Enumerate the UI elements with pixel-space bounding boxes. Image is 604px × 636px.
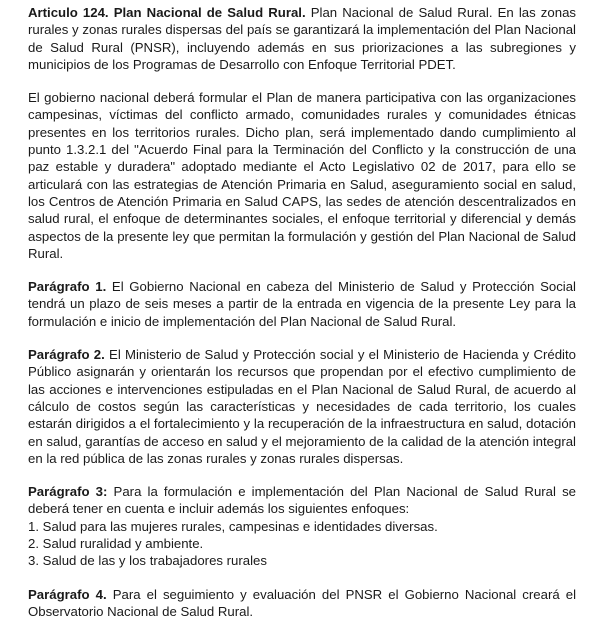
paragrafo-4-heading: Parágrafo 4. xyxy=(28,586,107,602)
paragrafo-4-text: Para el seguimiento y evaluación del PNSR el Gobierno Nacional creará el Observatorio Nacional de Salud Rural. xyxy=(28,586,576,619)
paragrafo-2-text: El Ministerio de Salud y Protección social y el Ministerio de Hacienda y Crédito Público asignarán y orientarán los recursos que propendan por el efectivo cumplimiento de las acciones e intervenciones estipuladas en el Plan Nacional de Salud Rural, de acuerdo al cálculo de costos según las características y necesidades de cada territorio, los cuales estarán dirigidos a el fortalecimiento y la recuperación de la infraestructura en salud, dotación en salud, garantías de acceso en salud y el mejoramiento de la calidad de la atención integral en la red pública de las zonas rurales y zonas rurales dispersas. xyxy=(28,347,576,466)
list-item: 3. Salud de las y los trabajadores rurales xyxy=(28,553,267,569)
paragrafo-3-intro xyxy=(28,483,576,518)
paragrafo-1-heading: Parágrafo 1. xyxy=(28,279,107,295)
paragrafo-1 xyxy=(28,278,576,330)
paragrafo-2 xyxy=(28,346,576,467)
paragrafo-2-heading: Parágrafo 2. xyxy=(28,347,105,363)
paragrafo-4 xyxy=(28,586,576,621)
article-text: Plan Nacional de Salud Rural. En las zonas rurales y zonas rurales dispersas del país se garantizará la implementación del Plan Nacional de Salud Rural (PNSR), incluyendo además en sus priorizaciones a las subregiones y municipios de los Programas de Desarrollo con Enfoque Territorial PDET. xyxy=(28,5,576,72)
main-paragraph: El gobierno nacional deberá formular el Plan de manera participativa con las organizaciones campesinas, víctimas del conflicto armado, comunidades rurales y comunidades étnicas presentes en los territorios rurales. Dicho plan, será implementado dando cumplimiento al punto 1.3.2.1 del "Acuerdo Final para la Terminación del Conflicto y la construcción de una paz estable y duradera" adoptado mediante el Acto Legislativo 02 de 2017, para ello se articulará con las estrategias de Atención Primaria en Salud, aseguramiento social en salud, los Centros de Atención Primaria en Salud CAPS, las sedes de atención descentralizados en salud rural, el enfoque de determinantes sociales, el enfoque territorial y diferencial y demás aspectos de la presente ley que permitan la formulación y gestión del Plan Nacional de Salud Rural. xyxy=(28,90,576,261)
article-heading: Articulo 124. Plan Nacional de Salud Rural. xyxy=(28,5,306,20)
enfoques-list xyxy=(28,518,576,570)
document-page xyxy=(28,4,576,636)
paragrafo-3 xyxy=(28,483,576,569)
paragrafo-3-heading: Parágrafo 3: xyxy=(28,484,108,500)
list-item: 2. Salud ruralidad y ambiente. xyxy=(28,536,204,552)
article-124-paragraph xyxy=(28,4,576,73)
paragrafo-1-text: El Gobierno Nacional en cabeza del Ministerio de Salud y Protección Social tendrá un plazo de seis meses a partir de la entrada en vigencia de la presente Ley para la formulación e inicio de implementación del Plan Nacional de Salud Rural. xyxy=(28,279,576,329)
paragrafo-3-text: Para la formulación e implementación del Plan Nacional de Salud Rural se deberá tener en cuenta e incluir además los siguientes enfoques: xyxy=(28,484,576,517)
list-item: 1. Salud para las mujeres rurales, campesinas e identidades diversas. xyxy=(28,518,438,534)
